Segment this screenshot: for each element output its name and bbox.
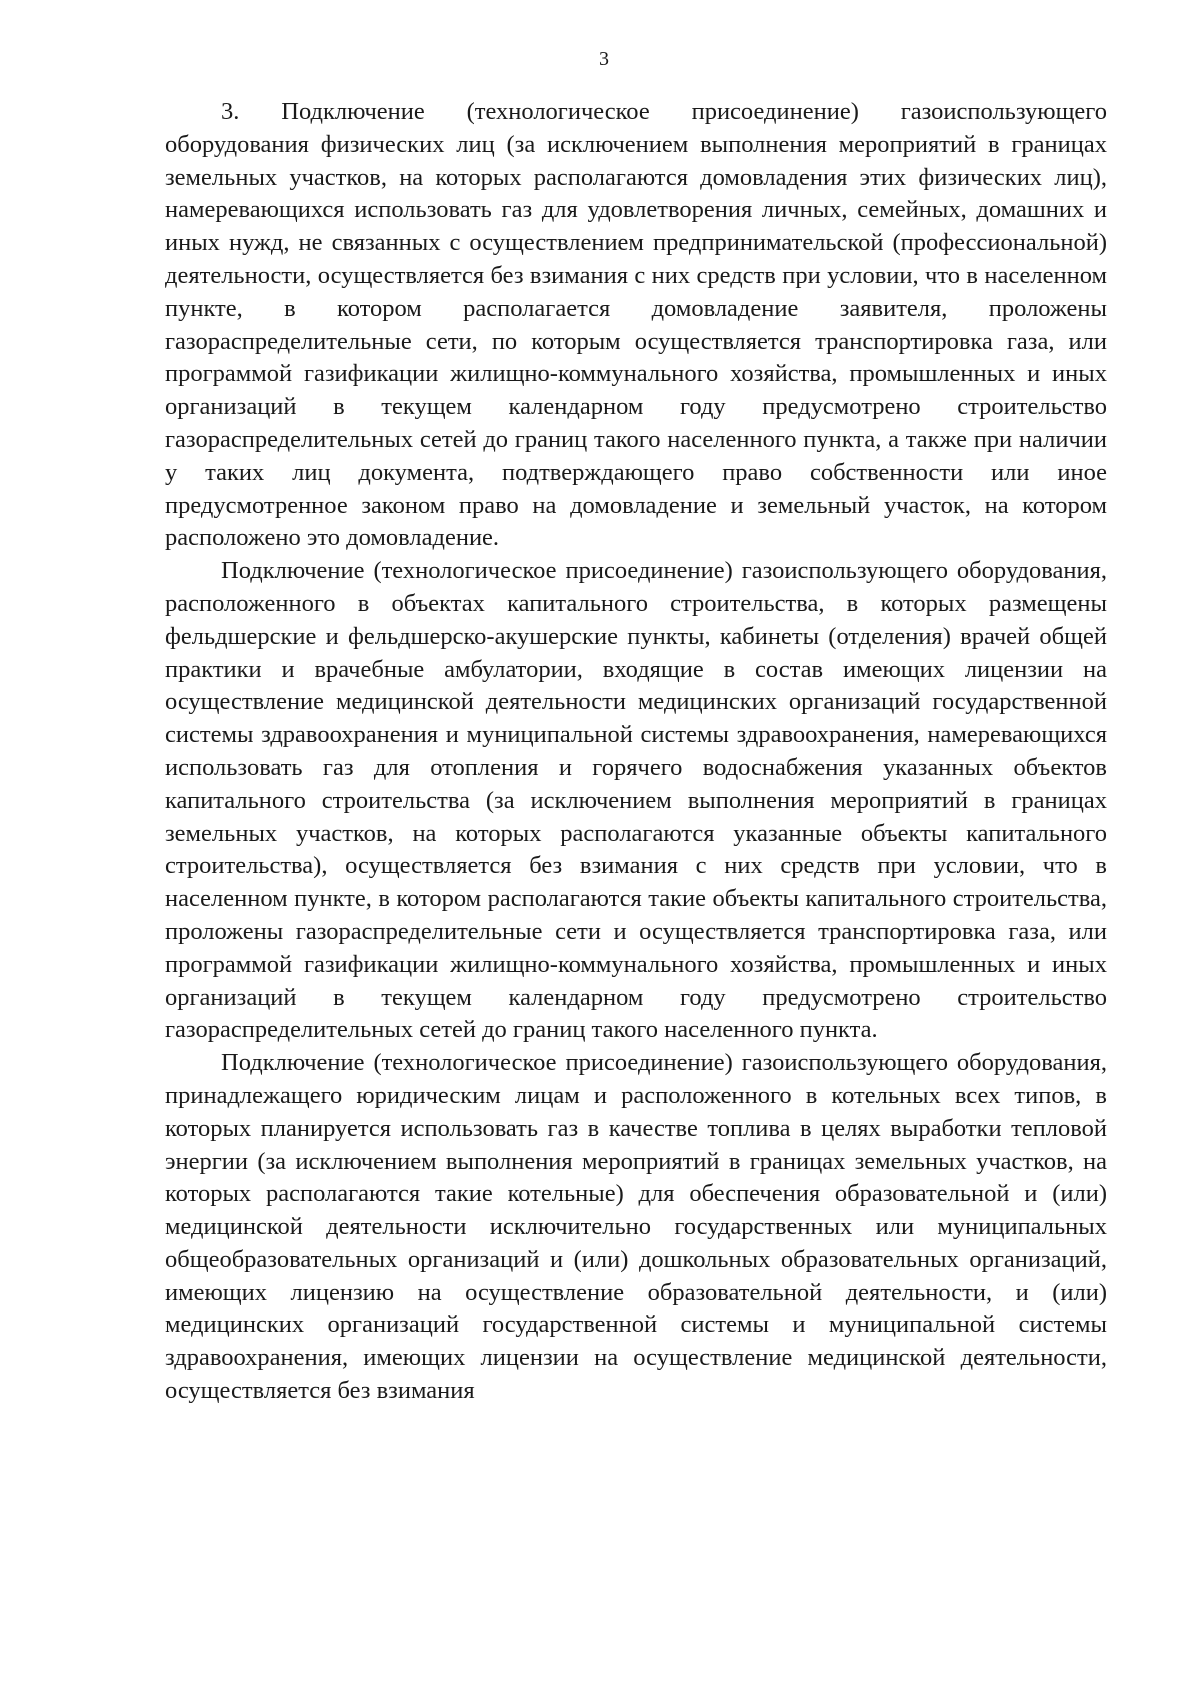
- paragraph-medical-points: Подключение (технологическое присоединение) газоиспользующего оборудования, расположенного в объектах капитального строительства, в которых размещены фельдшерские и фельдшерско-акушерские пункты, кабинеты (отделения) врачей общей практики и врачебные амбулатории, входящие в состав имеющих лицензии на осуществление медицинской деятельности медицинских организаций государственной системы здравоохранения и муниципальной системы здравоохранения, намеревающихся использовать газ для отопления и горячего водоснабжения указанных объектов капитального строительства (за исключением выполнения мероприятий в границах земельных участков, на которых располагаются указанные объекты капитального строительства), осуществляется без взимания с них средств при условии, что в населенном пункте, в котором располагаются такие объекты капитального строительства, проложены газораспределительные сети и осуществляется транспортировка газа, или программой газификации жилищно-коммунального хозяйства, промышленных и иных организаций в текущем календарном году предусмотрено строительство газораспределительных сетей до границ такого населенного пункта.: [165, 557, 1107, 1044]
- page-number: 3: [599, 48, 609, 70]
- paragraph-boiler-houses: Подключение (технологическое присоединение) газоиспользующего оборудования, принадлежащего юридическим лицам и расположенного в котельных всех типов, в которых планируется использовать газ в качестве топлива в целях выработки тепловой энергии (за исключением выполнения мероприятий в границах земельных участков, на которых располагаются такие котельные) для обеспечения образовательной и (или) медицинской деятельности исключительно государственных или муниципальных общеобразовательных организаций и (или) дошкольных образовательных организаций, имеющих лицензию на осуществление образовательной деятельности, и (или) медицинских организаций государственной системы и муниципальной системы здравоохранения, имеющих лицензии на осуществление медицинской деятельности, осуществляется без взимания: [165, 1049, 1107, 1405]
- document-body: [165, 96, 1107, 1408]
- paragraph-item-3: 3. Подключение (технологическое присоединение) газоиспользующего оборудования физических лиц (за исключением выполнения мероприятий в границах земельных участков, на которых располагаются домовладения этих физических лиц), намеревающихся использовать газ для удовлетворения личных, семейных, домашних и иных нужд, не связанных с осуществлением предпринимательской (профессиональной) деятельности, осуществляется без взимания с них средств при условии, что в населенном пункте, в котором располагается домовладение заявителя, проложены газораспределительные сети, по которым осуществляется транспортировка газа, или программой газификации жилищно-коммунального хозяйства, промышленных и иных организаций в текущем календарном году предусмотрено строительство газораспределительных сетей до границ такого населенного пункта, а также при наличии у таких лиц документа, подтверждающего право собственности или иное предусмотренное законом право на домовладение и земельный участок, на котором расположено это домовладение.: [165, 98, 1107, 552]
